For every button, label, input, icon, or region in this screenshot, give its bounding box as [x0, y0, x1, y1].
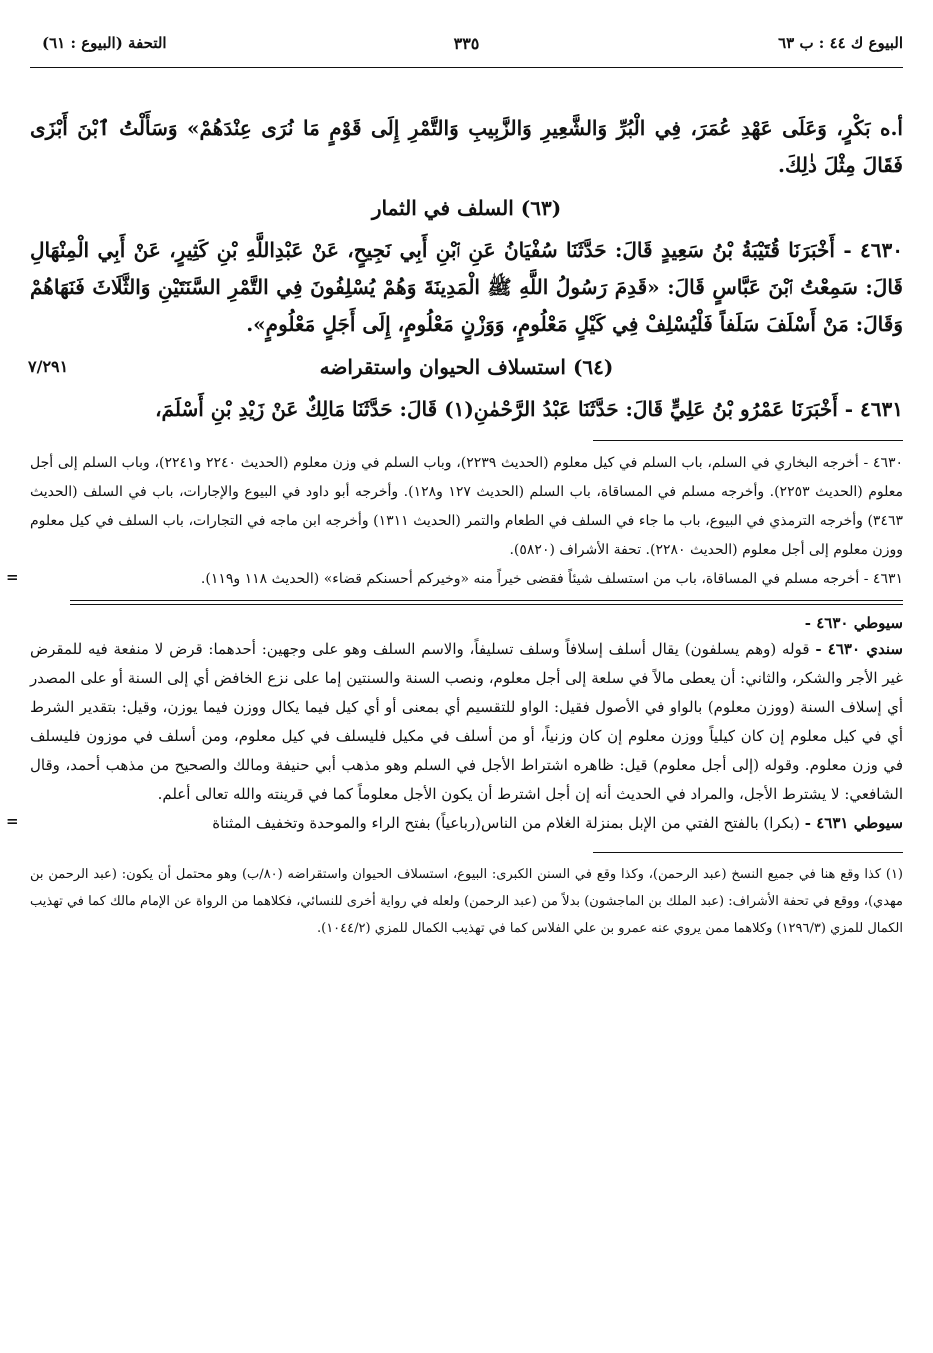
sindi-text: قوله (وهم يسلفون) يقال أسلف إسلافاً وسلف تسليفاً، والاسم السلف وهو على وجهين: أحدهما: قرض لا منفعة فيه للمقرض غير الأجر والشكر، والثاني: أن يعطى مالاً في سلعة إلى أجل معلوم، ونصب السنة والسنتين إما على نزع الخافض أي إلى السنة أو على المصدر أي إسلاف السنة (ووزن معلوم) بالواو في الأصول فقيل: الواو للتقسيم أي بمعنى أو أي كيل فيما يكال ووزن فيما يوزن، وقيل: بتقدير الشرط أي في كيل معلوم إن كان كيلياً ووزن معلوم إن كان وزنياً، أو من أسلف في مكيل فليسلف في كيل معلوم، ومن أسلف في موزون فليسلف في وزن معلوم. وقوله (إلى أجل معلوم) قيل: ظاهره اشتراط الأجل في السلم وهو مذهب أبي حنيفة ومالك والصحيح من مذهب أحمد، وقال الشافعي: لا يشترط الأجل، والمراد في الحديث أنه إن أجل اشترط أن يكون الأجل معلوماً كما في قرينته والله تعالى أعلم.	[30, 640, 903, 803]
hadith-continuation: أ.ه بَكْرٍ، وَعَلَى عَهْدِ عُمَرَ، فِي الْبُرِّ وَالشَّعِيرِ وَالزَّبِيبِ وَالتَّمْرِ إِلَى قَوْمٍ مَا نُرَى عِنْدَهُمْ» وَسَأَلْتُ ٱبْنَ أَبْزَى فَقَالَ مِثْلَ ذٰلِكَ.	[30, 116, 903, 177]
page-number: ٣٣٥	[453, 34, 480, 53]
sindi-4630	[30, 635, 903, 809]
takhrij-4631	[6, 565, 903, 594]
suyuti-4630-label: سيوطي ٤٦٣٠ -	[804, 614, 903, 632]
takhrij-4631-text: ٤٦٣١ - أخرجه مسلم في المساقاة، باب من استسلف شيئاً فقضى خيراً منه «وخيركم أحسنكم قضاء» (الحديث ١١٨ و١١٩).	[200, 571, 903, 587]
suyuti-4631	[6, 809, 903, 838]
header-chapter-ref: البيوع ك ٤٤ : ب ٦٣	[778, 34, 903, 52]
continuation-mark-2: =	[6, 812, 19, 830]
continuation-mark: =	[6, 568, 19, 586]
commentary-rule-bottom	[70, 604, 903, 605]
hadith-4630: ٤٦٣٠ - أَخْبَرَنَا قُتَيْبَةُ بْنُ سَعِيدٍ قَالَ: حَدَّثَنَا سُفْيَانُ عَنِ ٱبْنِ أَبِي نَجِيحٍ، عَنْ عَبْدِاللَّهِ بْنِ كَثِيرٍ، عَنْ أَبِي الْمِنْهَالِ قَالَ: سَمِعْتُ ٱبْنَ عَبَّاسٍ قَالَ: «قَدِمَ رَسُولُ اللَّهِ ﷺ الْمَدِينَةَ وَهُمْ يُسْلِفُونَ فِي التَّمْرِ السَّنَتَيْنِ وَالثَّلَاثَ فَنَهَاهُمْ وَقَالَ: مَنْ أَسْلَفَ سَلَفاً فَلْيُسْلِفْ فِي كَيْلٍ مَعْلُومٍ، وَوَزْنٍ مَعْلُومٍ، إِلَى أَجَلٍ مَعْلُومٍ».	[30, 238, 903, 336]
suyuti-4631-label: سيوطي ٤٦٣١ -	[804, 814, 903, 832]
footnote-1: (١) كذا وقع هنا في جميع النسخ (عبد الرحمن)، وكذا وقع في السنن الكبرى: البيوع، استسلاف الحيوان واستقراضه (٨٠/ب) وهو محتمل أن يكون: (عبد الرحمن بن مهدي)، ووقع في تحفة الأشراف: (عبد الملك بن الماجشون) بدلاً من (عبد الرحمن) ولعله في رواية أخرى للنسائي، فكلاهما من الرواة عن الإمام مالك كما في تهذيب الكمال للمزي (١٢٩٦/٣) وكلاهما ممن يروي عنه عمرو بن علي الفلاس كما في تهذيب الكمال للمزي (١٠٤٤/٢).	[30, 867, 903, 936]
sindi-label: سندي ٤٦٣٠ -	[815, 640, 903, 658]
chapter-heading-64	[30, 351, 903, 383]
margin-reference: ٧/٢٩١	[28, 357, 69, 376]
header-rule	[30, 67, 903, 68]
takhrij-rule	[593, 440, 903, 441]
chapter-heading-63: (٦٣) السلف في الثمار	[371, 196, 562, 220]
footnote-rule	[593, 852, 903, 853]
commentary-rule-top	[70, 600, 903, 601]
suyuti-4631-text: (بكرا) بالفتح الفتي من الإبل بمنزلة الغلام من الناس(رباعياً) بفتح الراء والموحدة وتخفيف المثناة	[212, 814, 801, 832]
takhrij-4630: ٤٦٣٠ - أخرجه البخاري في السلم، باب السلم في كيل معلوم (الحديث ٢٢٣٩)، وباب السلم في وزن معلوم (الحديث ٢٢٤٠ و٢٢٤١)، وباب السلم إلى أجل معلوم (الحديث ٢٢٥٣). وأخرجه مسلم في المساقاة، باب السلم (الحديث ١٢٧ و١٢٨). وأخرجه أبو داود في البيوع والإجارات، باب في السلف (الحديث ٣٤٦٣) وأخرجه الترمذي في البيوع، باب ما جاء في السلف في الطعام والتمر (الحديث ١٣١١) وأخرجه ابن ماجه في التجارات، باب السلف في كيل معلوم ووزن معلوم إلى أجل معلوم (الحديث ٢٢٨٠). تحفة الأشراف (٥٨٢٠).	[30, 455, 904, 558]
chapter-heading-64-text: (٦٤) استسلاف الحيوان واستقراضه	[319, 355, 614, 379]
page-header	[30, 28, 903, 68]
header-tuhfa-ref: التحفة (البيوع : ٦١)	[42, 34, 167, 52]
hadith-4631: ٤٦٣١ - أَخْبَرَنَا عَمْرُو بْنُ عَلِيٍّ قَالَ: حَدَّثَنَا عَبْدُ الرَّحْمٰنِ(١) قَالَ: حَدَّثَنَا مَالِكٌ عَنْ زَيْدِ بْنِ أَسْلَمَ،	[155, 397, 903, 421]
